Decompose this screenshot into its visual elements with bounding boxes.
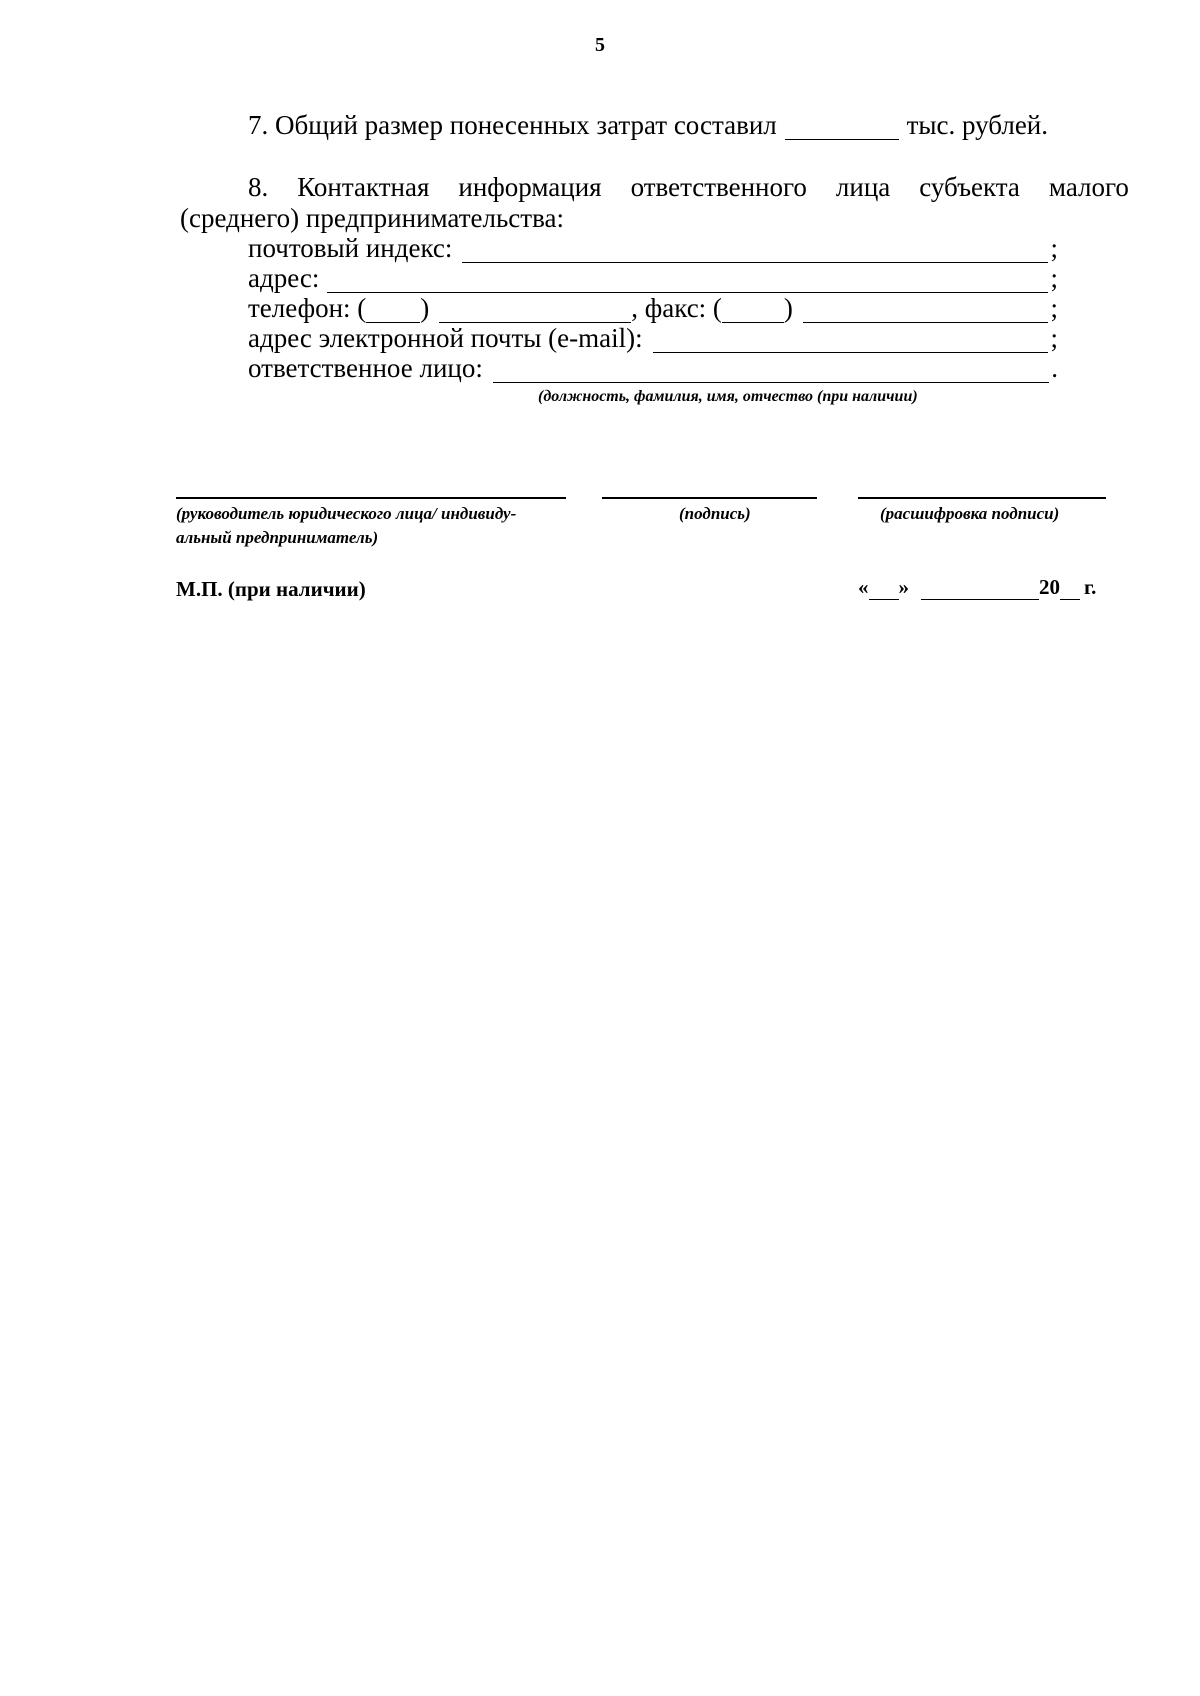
fax-area-code-field[interactable]	[722, 298, 784, 323]
period: .	[1051, 353, 1058, 383]
item-8-word: субъекта	[919, 172, 1020, 202]
page-number: 5	[595, 34, 605, 56]
item-8-word: 8.	[248, 172, 269, 202]
phone-number-field[interactable]	[439, 298, 631, 323]
paren-close: )	[783, 293, 793, 323]
responsible-person-line	[248, 353, 1058, 383]
item-8-intro-line2	[180, 203, 564, 233]
head-caption-line1: (руководитель юридического лица/ индивиду-	[176, 504, 517, 523]
item-7-unit: тыс. рублей.	[906, 110, 1048, 140]
responsible-person-label: ответственное лицо:	[248, 353, 483, 383]
item-8-word: лица	[835, 172, 891, 202]
item-8-word: Контактная	[297, 172, 430, 202]
address-label: адрес:	[248, 263, 320, 293]
head-caption-line2: альный предприниматель)	[176, 528, 379, 547]
year-field[interactable]	[1060, 579, 1080, 600]
signature-decode-rule[interactable]	[858, 497, 1106, 499]
responsible-person-caption: (должность, фамилия, имя, отчество (при наличии)	[538, 388, 918, 405]
stamp-label: М.П. (при наличии)	[176, 577, 366, 601]
month-field[interactable]	[921, 579, 1039, 600]
year-suffix: г.	[1084, 575, 1097, 599]
paren-close: )	[420, 293, 430, 323]
item-7-line	[248, 110, 1048, 140]
address-line	[248, 263, 1058, 293]
phone-label: телефон: (	[248, 293, 367, 323]
item-7-text: 7. Общий размер понесенных затрат составил	[248, 110, 777, 140]
responsible-person-field[interactable]	[493, 358, 1049, 383]
year-prefix: 20	[1039, 575, 1060, 599]
item-8-intro-text: (среднего) предпринимательства:	[180, 203, 564, 233]
semicolon: ;	[1050, 293, 1058, 323]
item-8-intro-line1	[248, 172, 1129, 202]
day-field[interactable]	[869, 579, 899, 600]
date-open-quote: «	[858, 575, 869, 599]
signature-rule[interactable]	[602, 497, 817, 499]
date-line	[858, 574, 1096, 600]
sign-caption: (подпись)	[679, 504, 751, 523]
item-8-word: малого	[1048, 172, 1129, 202]
total-costs-field[interactable]	[785, 115, 899, 140]
semicolon: ;	[1050, 263, 1058, 293]
semicolon: ;	[1050, 233, 1058, 263]
item-8-word: ответственного	[630, 172, 807, 202]
email-line	[248, 323, 1058, 353]
email-label: адрес электронной почты (e-mail):	[248, 323, 643, 353]
phone-area-code-field[interactable]	[366, 298, 420, 323]
postal-index-label: почтовый индекс:	[248, 233, 453, 263]
decode-caption: (расшифровка подписи)	[880, 504, 1060, 523]
address-field[interactable]	[327, 268, 1048, 293]
postal-index-line	[248, 233, 1058, 263]
postal-index-field[interactable]	[462, 238, 1048, 263]
date-close-quote: »	[898, 575, 909, 599]
phone-fax-line	[248, 293, 1058, 323]
fax-label: , факс: (	[631, 293, 722, 323]
semicolon: ;	[1050, 323, 1058, 353]
email-field[interactable]	[653, 328, 1049, 353]
item-8-word: информация	[458, 172, 602, 202]
head-signature-rule[interactable]	[176, 497, 566, 499]
fax-number-field[interactable]	[803, 298, 1049, 323]
